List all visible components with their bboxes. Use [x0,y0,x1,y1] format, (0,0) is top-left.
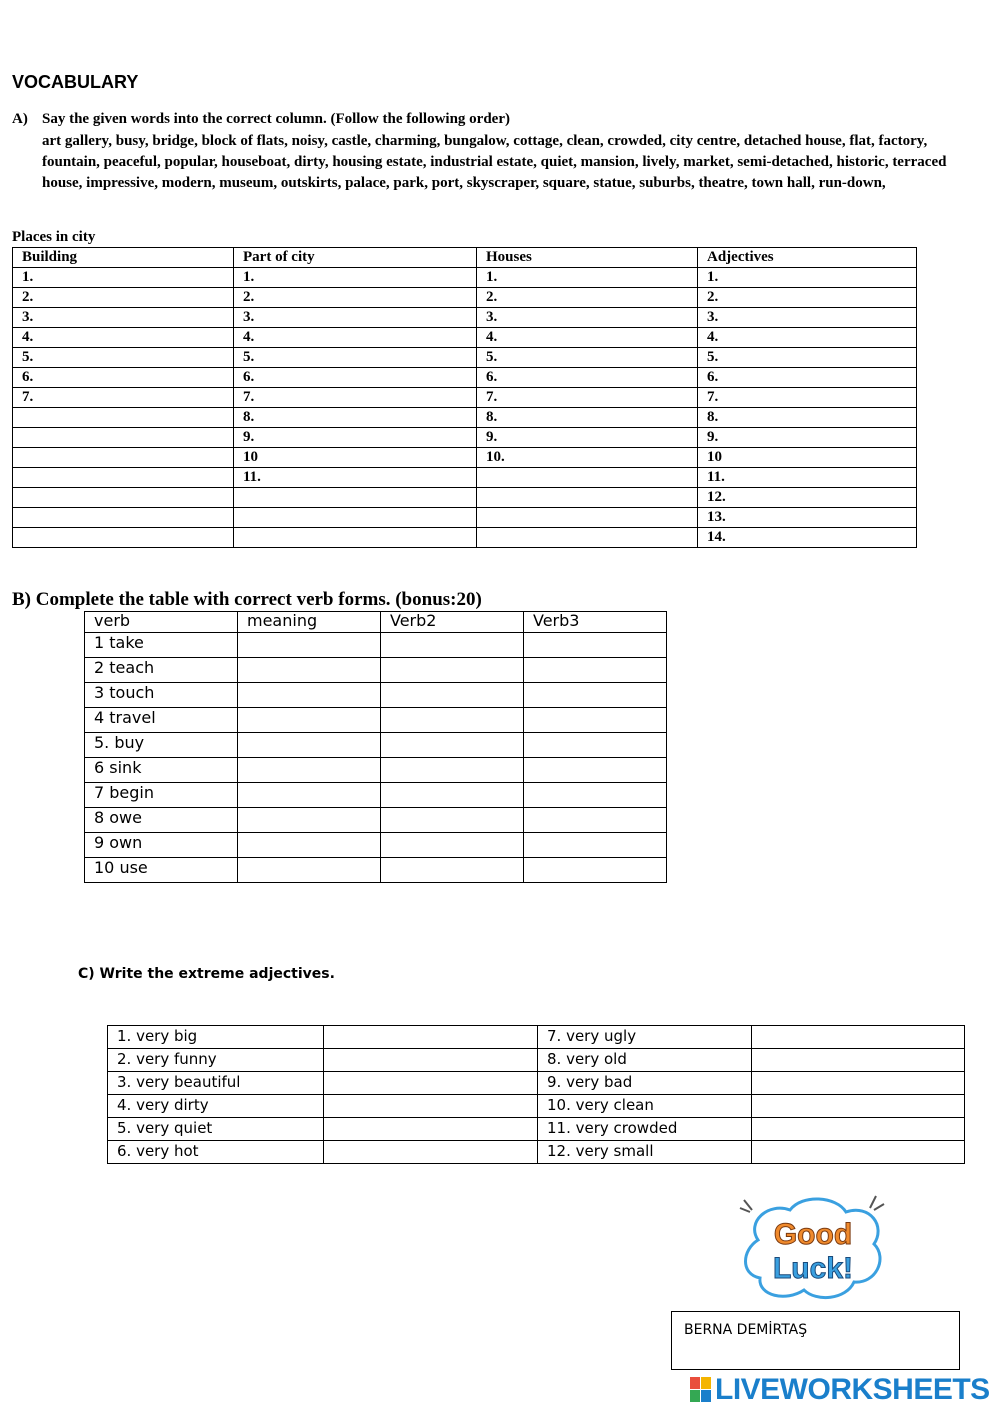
adjective-cell: 7. very ugly [538,1026,752,1049]
table-cell: 9. [698,428,917,448]
table-row [13,388,917,408]
answer-cell [381,683,524,708]
answer-cell [381,833,524,858]
adjective-cell: 1. very big [108,1026,324,1049]
good-luck-sticker [738,1192,888,1304]
answer-cell [381,858,524,883]
answer-cell [524,758,667,783]
table-cell: 5. [698,348,917,368]
answer-cell [238,733,381,758]
answer-cell [238,833,381,858]
table-cell: 10. [477,448,698,468]
answer-cell [752,1095,965,1118]
answer-cell [324,1141,538,1164]
adjective-cell: 6. very hot [108,1141,324,1164]
table-row [108,1072,965,1095]
table-cell: 3. [234,308,477,328]
places-table [12,247,917,548]
answer-cell [13,508,234,528]
answer-cell [477,508,698,528]
answer-cell [324,1026,538,1049]
answer-cell [13,448,234,468]
table-row [108,1026,965,1049]
verb-cell: 10 use [85,858,238,883]
table-cell: 6. [234,368,477,388]
verb-cell: 7 begin [85,783,238,808]
table-cell: 4. [234,328,477,348]
answer-cell [13,488,234,508]
section-a-word-list: art gallery, busy, bridge, block of flats, noisy, castle, charming, bungalow, cottage, clean, crowded, city centre, detached house, flat, factory, fountain, peaceful, popular, houseboat, dirty, housing estate, industrial estate, quiet, mansion, lively, market, semi-detached, historic, terraced house, impressive, modern, museum, outskirts, palace, park, port, skyscraper, square, statue, suburbs, theatre, town hall, run-down, [42,133,947,191]
table-cell: 8. [698,408,917,428]
table-cell: 3. [698,308,917,328]
answer-cell [524,633,667,658]
column-header: Building [13,248,234,268]
table-cell: 2. [477,288,698,308]
answer-cell [13,468,234,488]
table-cell: 11. [234,468,477,488]
answer-cell [13,428,234,448]
answer-cell [477,488,698,508]
table-cell: 3. [13,308,234,328]
table-cell: 2. [234,288,477,308]
adjective-cell: 11. very crowded [538,1118,752,1141]
table-header-row [85,612,667,633]
column-header: Verb2 [381,612,524,633]
table-row [13,508,917,528]
answer-cell [524,808,667,833]
table-row [13,328,917,348]
verb-cell: 8 owe [85,808,238,833]
table-row [85,783,667,808]
adjective-cell: 2. very funny [108,1049,324,1072]
table-cell: 9. [477,428,698,448]
adjective-cell: 9. very bad [538,1072,752,1095]
answer-cell [381,808,524,833]
table-cell: 4. [13,328,234,348]
table-row [85,808,667,833]
answer-cell [752,1072,965,1095]
table-cell: 5. [13,348,234,368]
table-cell: 9. [234,428,477,448]
table-row [85,633,667,658]
answer-cell [324,1118,538,1141]
page-title: VOCABULARY [12,72,139,92]
table-row [13,288,917,308]
table-cell: 10 [234,448,477,468]
table-cell: 6. [477,368,698,388]
table-cell: 1. [698,268,917,288]
answer-cell [324,1095,538,1118]
table-cell: 5. [234,348,477,368]
table-cell: 7. [234,388,477,408]
answer-cell [524,733,667,758]
answer-cell [381,783,524,808]
table-row [85,683,667,708]
table-row [13,448,917,468]
table-cell: 7. [477,388,698,408]
table-cell: 7. [13,388,234,408]
answer-cell [381,733,524,758]
table-cell: 2. [13,288,234,308]
answer-cell [238,708,381,733]
table-header-row [13,248,917,268]
places-table-label: Places in city [12,229,96,245]
section-a-instruction: Say the given words into the correct column. (Follow the following order) [42,111,510,127]
column-header: Part of city [234,248,477,268]
answer-cell [477,528,698,548]
table-cell: 7. [698,388,917,408]
table-cell: 4. [698,328,917,348]
table-cell: 1. [13,268,234,288]
extreme-adjectives-table [107,1025,965,1164]
answer-cell [238,808,381,833]
table-row [13,368,917,388]
table-row [85,733,667,758]
answer-cell [238,858,381,883]
answer-cell [13,528,234,548]
luck-text: Luck! [772,1252,854,1285]
answer-cell [752,1118,965,1141]
table-row [13,408,917,428]
table-row [85,658,667,683]
answer-cell [477,468,698,488]
answer-cell [381,708,524,733]
table-cell: 1. [234,268,477,288]
table-row [13,268,917,288]
liveworksheets-brand: LIVEWORKSHEETS [715,1373,990,1406]
table-cell: 8. [477,408,698,428]
table-row [85,858,667,883]
table-row [13,528,917,548]
adjective-cell: 10. very clean [538,1095,752,1118]
table-cell: 11. [698,468,917,488]
column-header: Houses [477,248,698,268]
adjective-cell: 8. very old [538,1049,752,1072]
table-row [85,758,667,783]
table-cell: 3. [477,308,698,328]
answer-cell [752,1026,965,1049]
table-row [108,1095,965,1118]
adjective-cell: 4. very dirty [108,1095,324,1118]
answer-cell [752,1049,965,1072]
table-cell: 1. [477,268,698,288]
table-cell: 10 [698,448,917,468]
table-row [108,1049,965,1072]
adjective-cell: 12. very small [538,1141,752,1164]
answer-cell [524,833,667,858]
verb-cell: 5. buy [85,733,238,758]
table-row [13,468,917,488]
answer-cell [234,528,477,548]
liveworksheets-footer[interactable] [690,1373,990,1407]
liveworksheets-logo-icon [690,1377,712,1403]
table-cell: 8. [234,408,477,428]
table-row [13,348,917,368]
table-cell: 12. [698,488,917,508]
answer-cell [524,683,667,708]
answer-cell [524,783,667,808]
answer-cell [238,658,381,683]
adjective-cell: 3. very beautiful [108,1072,324,1095]
answer-cell [381,758,524,783]
answer-cell [324,1049,538,1072]
table-row [13,428,917,448]
section-b-title: B) Complete the table with correct verb forms. (bonus:20) [12,589,482,610]
answer-cell [238,633,381,658]
table-row [13,308,917,328]
table-cell: 5. [477,348,698,368]
section-c-title: C) Write the extreme adjectives. [78,966,335,982]
column-header: verb [85,612,238,633]
answer-cell [524,658,667,683]
answer-cell [524,858,667,883]
column-header: meaning [238,612,381,633]
answer-cell [381,658,524,683]
table-cell: 4. [477,328,698,348]
column-header: Verb3 [524,612,667,633]
table-cell: 13. [698,508,917,528]
verb-cell: 4 travel [85,708,238,733]
section-a-letter: A) [12,111,28,127]
answer-cell [324,1072,538,1095]
answer-cell [234,508,477,528]
good-text: Good [773,1218,853,1251]
table-row [85,708,667,733]
table-row [13,488,917,508]
table-cell: 6. [698,368,917,388]
adjective-cell: 5. very quiet [108,1118,324,1141]
answer-cell [381,633,524,658]
answer-cell [234,488,477,508]
table-cell: 14. [698,528,917,548]
table-cell: 2. [698,288,917,308]
verb-cell: 1 take [85,633,238,658]
table-row [108,1118,965,1141]
table-cell: 6. [13,368,234,388]
author-name: BERNA DEMİRTAŞ [684,1322,808,1338]
answer-cell [238,683,381,708]
verb-cell: 6 sink [85,758,238,783]
author-name-box [671,1311,960,1370]
column-header: Adjectives [698,248,917,268]
verb-forms-table [84,611,667,883]
verb-cell: 9 own [85,833,238,858]
answer-cell [238,758,381,783]
verb-cell: 3 touch [85,683,238,708]
answer-cell [524,708,667,733]
table-row [108,1141,965,1164]
answer-cell [13,408,234,428]
verb-cell: 2 teach [85,658,238,683]
answer-cell [238,783,381,808]
table-row [85,833,667,858]
answer-cell [752,1141,965,1164]
